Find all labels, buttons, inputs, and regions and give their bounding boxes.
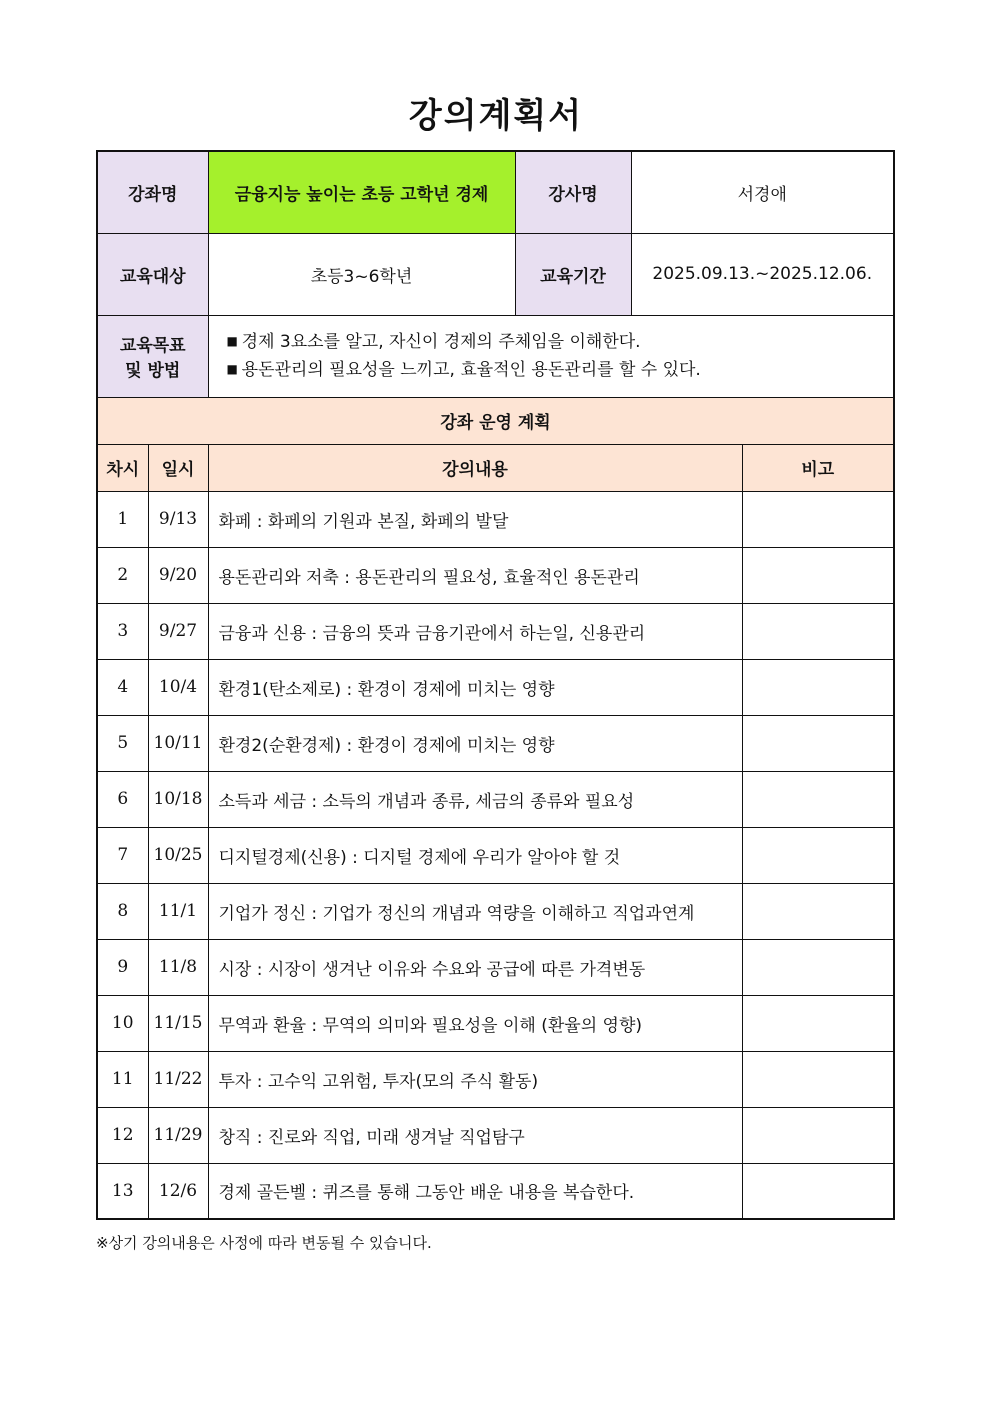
column-header-session: 차시 <box>97 444 148 491</box>
session-content: 디지털경제(신용) : 디지털 경제에 우리가 알아야 할 것 <box>208 827 742 883</box>
session-content: 환경2(순환경제) : 환경이 경제에 미치는 영향 <box>208 715 742 771</box>
course-value: 금융지능 높이는 초등 고학년 경제 <box>208 151 515 233</box>
goals-row <box>97 315 894 397</box>
session-date: 9/20 <box>148 547 208 603</box>
course-label: 강좌명 <box>97 151 208 233</box>
session-content: 무역과 환율 : 무역의 의미와 필요성을 이해 (환율의 영향) <box>208 995 742 1051</box>
goals-content <box>208 315 894 397</box>
session-remarks <box>742 547 894 603</box>
session-number: 8 <box>97 883 148 939</box>
session-remarks <box>742 883 894 939</box>
session-date: 9/13 <box>148 491 208 547</box>
session-date: 10/4 <box>148 659 208 715</box>
session-remarks <box>742 715 894 771</box>
table-row <box>97 1163 894 1219</box>
session-number: 1 <box>97 491 148 547</box>
target-label: 교육대상 <box>97 233 208 315</box>
session-number: 9 <box>97 939 148 995</box>
table-row <box>97 715 894 771</box>
session-date: 9/27 <box>148 603 208 659</box>
session-remarks <box>742 659 894 715</box>
target-value: 초등3~6학년 <box>208 233 515 315</box>
session-date: 11/1 <box>148 883 208 939</box>
session-date: 11/22 <box>148 1051 208 1107</box>
session-remarks <box>742 491 894 547</box>
column-header-content: 강의내용 <box>208 444 742 491</box>
session-number: 7 <box>97 827 148 883</box>
table-row <box>97 771 894 827</box>
column-header-row <box>97 444 894 491</box>
target-row <box>97 233 894 315</box>
session-content: 환경1(탄소제로) : 환경이 경제에 미치는 영향 <box>208 659 742 715</box>
lecture-plan-table <box>96 150 895 1220</box>
session-remarks <box>742 771 894 827</box>
session-content: 소득과 세금 : 소득의 개념과 종류, 세금의 종류와 필요성 <box>208 771 742 827</box>
table-row <box>97 883 894 939</box>
session-content: 시장 : 시장이 생겨난 이유와 수요와 공급에 따른 가격변동 <box>208 939 742 995</box>
course-row <box>97 151 894 233</box>
table-row <box>97 827 894 883</box>
session-number: 2 <box>97 547 148 603</box>
session-date: 11/8 <box>148 939 208 995</box>
goal-item: ■ 용돈관리의 필요성을 느끼고, 효율적인 용돈관리를 할 수 있다. <box>227 356 894 384</box>
plan-heading: 강좌 운영 계획 <box>97 397 894 444</box>
period-value: 2025.09.13.~2025.12.06. <box>631 233 894 315</box>
session-remarks <box>742 1163 894 1219</box>
session-date: 10/11 <box>148 715 208 771</box>
session-rows <box>97 491 894 1219</box>
session-content: 화페 : 화페의 기원과 본질, 화페의 발달 <box>208 491 742 547</box>
session-content: 용돈관리와 저축 : 용돈관리의 필요성, 효율적인 용돈관리 <box>208 547 742 603</box>
session-content: 기업가 정신 : 기업가 정신의 개념과 역량을 이해하고 직업과연계 <box>208 883 742 939</box>
session-remarks <box>742 827 894 883</box>
session-remarks <box>742 1107 894 1163</box>
session-date: 11/29 <box>148 1107 208 1163</box>
instructor-label: 강사명 <box>515 151 631 233</box>
session-remarks <box>742 939 894 995</box>
session-date: 11/15 <box>148 995 208 1051</box>
session-remarks <box>742 603 894 659</box>
goal-item: ■ 경제 3요소를 알고, 자신이 경제의 주체임을 이해한다. <box>227 328 894 356</box>
period-label: 교육기간 <box>515 233 631 315</box>
session-number: 5 <box>97 715 148 771</box>
table-row <box>97 939 894 995</box>
session-number: 6 <box>97 771 148 827</box>
goals-label-line2: 및 방법 <box>125 361 181 381</box>
session-number: 13 <box>97 1163 148 1219</box>
table-row <box>97 1107 894 1163</box>
session-remarks <box>742 995 894 1051</box>
table-row <box>97 1051 894 1107</box>
table-row <box>97 491 894 547</box>
column-header-remarks: 비고 <box>742 444 894 491</box>
session-number: 11 <box>97 1051 148 1107</box>
session-date: 12/6 <box>148 1163 208 1219</box>
session-date: 10/18 <box>148 771 208 827</box>
footnote: ※상기 강의내용은 사정에 따라 변동될 수 있습니다. <box>96 1234 432 1252</box>
instructor-value: 서경애 <box>631 151 894 233</box>
column-header-date: 일시 <box>148 444 208 491</box>
session-number: 4 <box>97 659 148 715</box>
table-row <box>97 547 894 603</box>
session-remarks <box>742 1051 894 1107</box>
table-row <box>97 995 894 1051</box>
session-number: 10 <box>97 995 148 1051</box>
goals-label-line1: 교육목표 <box>119 336 186 356</box>
session-content: 경제 골든벨 : 퀴즈를 통해 그동안 배운 내용을 복습한다. <box>208 1163 742 1219</box>
table-row <box>97 603 894 659</box>
page-title: 강의계획서 <box>408 96 584 136</box>
session-date: 10/25 <box>148 827 208 883</box>
session-number: 3 <box>97 603 148 659</box>
session-content: 투자 : 고수익 고위험, 투자(모의 주식 활동) <box>208 1051 742 1107</box>
session-number: 12 <box>97 1107 148 1163</box>
goals-label <box>97 315 208 397</box>
table-row <box>97 659 894 715</box>
session-content: 금융과 신용 : 금융의 뜻과 금융기관에서 하는일, 신용관리 <box>208 603 742 659</box>
session-content: 창직 : 진로와 직업, 미래 생겨날 직업탐구 <box>208 1107 742 1163</box>
